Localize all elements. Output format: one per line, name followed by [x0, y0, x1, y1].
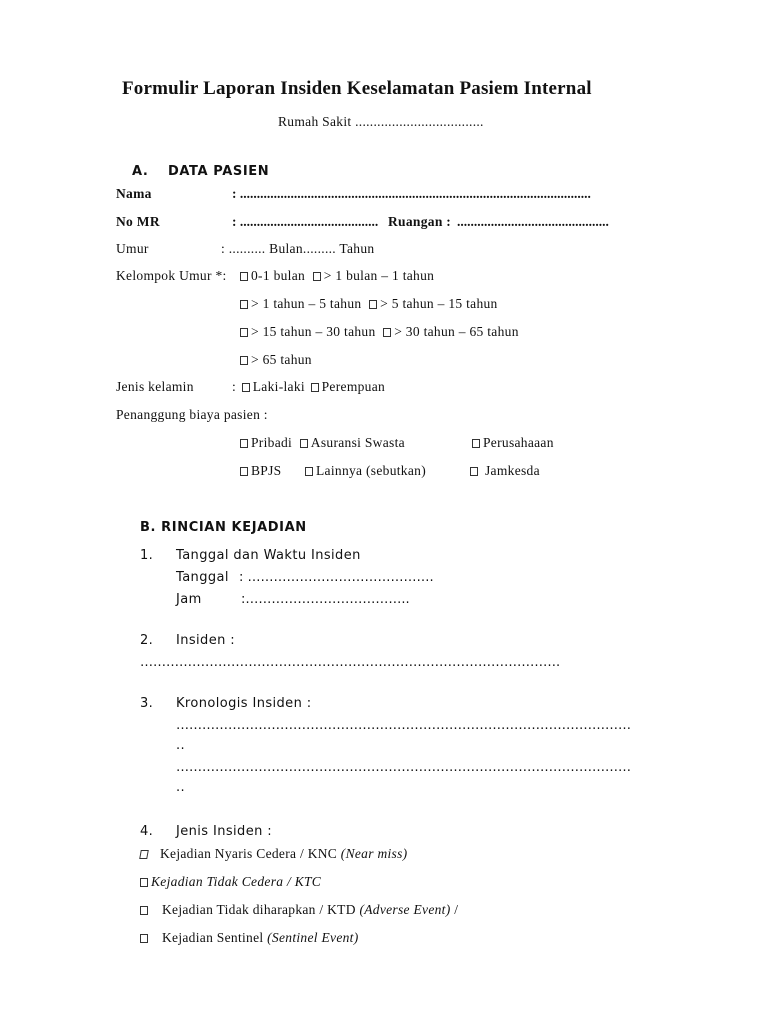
- option-label: Laki-laki: [252, 379, 305, 394]
- penanggung-row-1b: [472, 435, 554, 451]
- kronologis-line-1[interactable]: ……………………………………………………………………………………………: [176, 718, 631, 733]
- checkbox-icon[interactable]: [240, 439, 248, 448]
- colon: :: [232, 379, 237, 394]
- option-label: > 5 tahun – 15 tahun: [380, 296, 498, 311]
- umur-field[interactable]: : .......... Bulan......... Tahun: [221, 241, 375, 256]
- checkbox-icon[interactable]: [313, 272, 321, 281]
- jam-field[interactable]: :………………………………..: [241, 592, 410, 607]
- nomr-field[interactable]: : .........................................: [232, 214, 379, 229]
- jenis-insiden-ktc: [140, 874, 321, 890]
- option-label-tail: /: [450, 902, 459, 917]
- option-label: Pribadi: [251, 435, 293, 450]
- item-3-number: 3.: [140, 696, 154, 711]
- option-label: BPJS: [251, 463, 282, 478]
- checkbox-icon[interactable]: [139, 850, 149, 859]
- checkbox-icon[interactable]: [240, 300, 248, 309]
- kelompok-umur-label: Kelompok Umur *:: [116, 268, 227, 283]
- option-label-italic: (Adverse Event): [359, 902, 451, 917]
- nama-field[interactable]: : ........................................................................................................: [232, 186, 591, 201]
- item-2-number: 2.: [140, 633, 154, 648]
- form-title: Formulir Laporan Insiden Keselamatan Pasiem Internal: [122, 78, 592, 99]
- item-1-label: Tanggal dan Waktu Insiden: [176, 548, 361, 563]
- penanggung-row-1a: [240, 435, 405, 451]
- checkbox-icon[interactable]: [140, 934, 148, 943]
- checkbox-icon[interactable]: [240, 467, 248, 476]
- kelompok-umur-row-4: [240, 352, 312, 368]
- penanggung-biaya-label: Penanggung biaya pasien :: [116, 407, 268, 422]
- option-label-italic: (Near miss): [340, 846, 408, 861]
- kronologis-line-2[interactable]: ……………………………………………………………………………………………: [176, 760, 631, 775]
- section-a-heading: DATA PASIEN: [168, 164, 270, 179]
- checkbox-icon[interactable]: [140, 878, 148, 887]
- option-label: Perusahaaan: [483, 435, 554, 450]
- checkbox-icon[interactable]: [472, 439, 480, 448]
- penanggung-row-2b: [305, 463, 426, 479]
- option-label: 0-1 bulan: [251, 268, 306, 283]
- option-label: > 1 tahun – 5 tahun: [251, 296, 362, 311]
- jenis-insiden-knc: [140, 846, 407, 862]
- item-4-number: 4.: [140, 824, 154, 839]
- option-label: Asuransi Swasta: [310, 435, 405, 450]
- checkbox-icon[interactable]: [470, 467, 478, 476]
- option-label: > 30 tahun – 65 tahun: [394, 324, 519, 339]
- hospital-line: Rumah Sakit ...................................: [278, 114, 484, 129]
- option-label: Kejadian Nyaris Cedera / KNC: [160, 846, 341, 861]
- item-2-label: Insiden :: [176, 633, 236, 648]
- jam-label: Jam: [176, 592, 202, 607]
- kelompok-umur-row-1: [240, 268, 434, 284]
- jenis-kelamin-label: Jenis kelamin: [116, 379, 194, 394]
- section-a-letter: A.: [132, 164, 149, 179]
- checkbox-icon[interactable]: [240, 328, 248, 337]
- ruangan-field[interactable]: .............................................: [457, 214, 609, 229]
- penanggung-row-2c: [470, 463, 540, 479]
- jenis-insiden-ktd: [140, 902, 458, 918]
- checkbox-icon[interactable]: [305, 467, 313, 476]
- item-4-label: Jenis Insiden :: [176, 824, 273, 839]
- option-label: > 1 bulan – 1 tahun: [323, 268, 435, 283]
- option-label: Kejadian Tidak diharapkan / KTD: [162, 902, 360, 917]
- checkbox-icon[interactable]: [311, 383, 319, 392]
- checkbox-icon[interactable]: [242, 383, 250, 392]
- nomr-label: No MR: [116, 214, 160, 229]
- ruangan-label: Ruangan :: [388, 214, 452, 229]
- penanggung-row-2a: [240, 463, 281, 479]
- checkbox-icon[interactable]: [140, 906, 148, 915]
- option-label: Jamkesda: [485, 463, 540, 478]
- option-label: > 65 tahun: [251, 352, 312, 367]
- checkbox-icon[interactable]: [383, 328, 391, 337]
- option-label: Kejadian Sentinel: [162, 930, 268, 945]
- insiden-field[interactable]: …………………………………………………………………………………….: [140, 655, 560, 670]
- section-b-heading: B. RINCIAN KEJADIAN: [140, 520, 307, 535]
- tanggal-field[interactable]: : …………………………………….: [239, 570, 434, 585]
- jenis-kelamin-options: [232, 379, 385, 395]
- jenis-insiden-sentinel: [140, 930, 359, 946]
- item-1-number: 1.: [140, 548, 154, 563]
- tanggal-label: Tanggal: [176, 570, 229, 585]
- kelompok-umur-row-3: [240, 324, 519, 340]
- nama-label: Nama: [116, 186, 152, 201]
- umur-label: Umur: [116, 241, 149, 256]
- option-label: Kejadian Tidak Cedera / KTC: [151, 874, 322, 889]
- kronologis-line-2-cont: ..: [176, 780, 186, 795]
- option-label: Lainnya (sebutkan): [316, 463, 426, 478]
- item-3-label: Kronologis Insiden :: [176, 696, 312, 711]
- checkbox-icon[interactable]: [369, 300, 377, 309]
- option-label: > 15 tahun – 30 tahun: [251, 324, 376, 339]
- option-label-italic: (Sentinel Event): [267, 930, 359, 945]
- option-label: Perempuan: [321, 379, 386, 394]
- kronologis-line-1-cont: ..: [176, 738, 186, 753]
- checkbox-icon[interactable]: [240, 356, 248, 365]
- checkbox-icon[interactable]: [240, 272, 248, 281]
- checkbox-icon[interactable]: [300, 439, 308, 448]
- kelompok-umur-row-2: [240, 296, 498, 312]
